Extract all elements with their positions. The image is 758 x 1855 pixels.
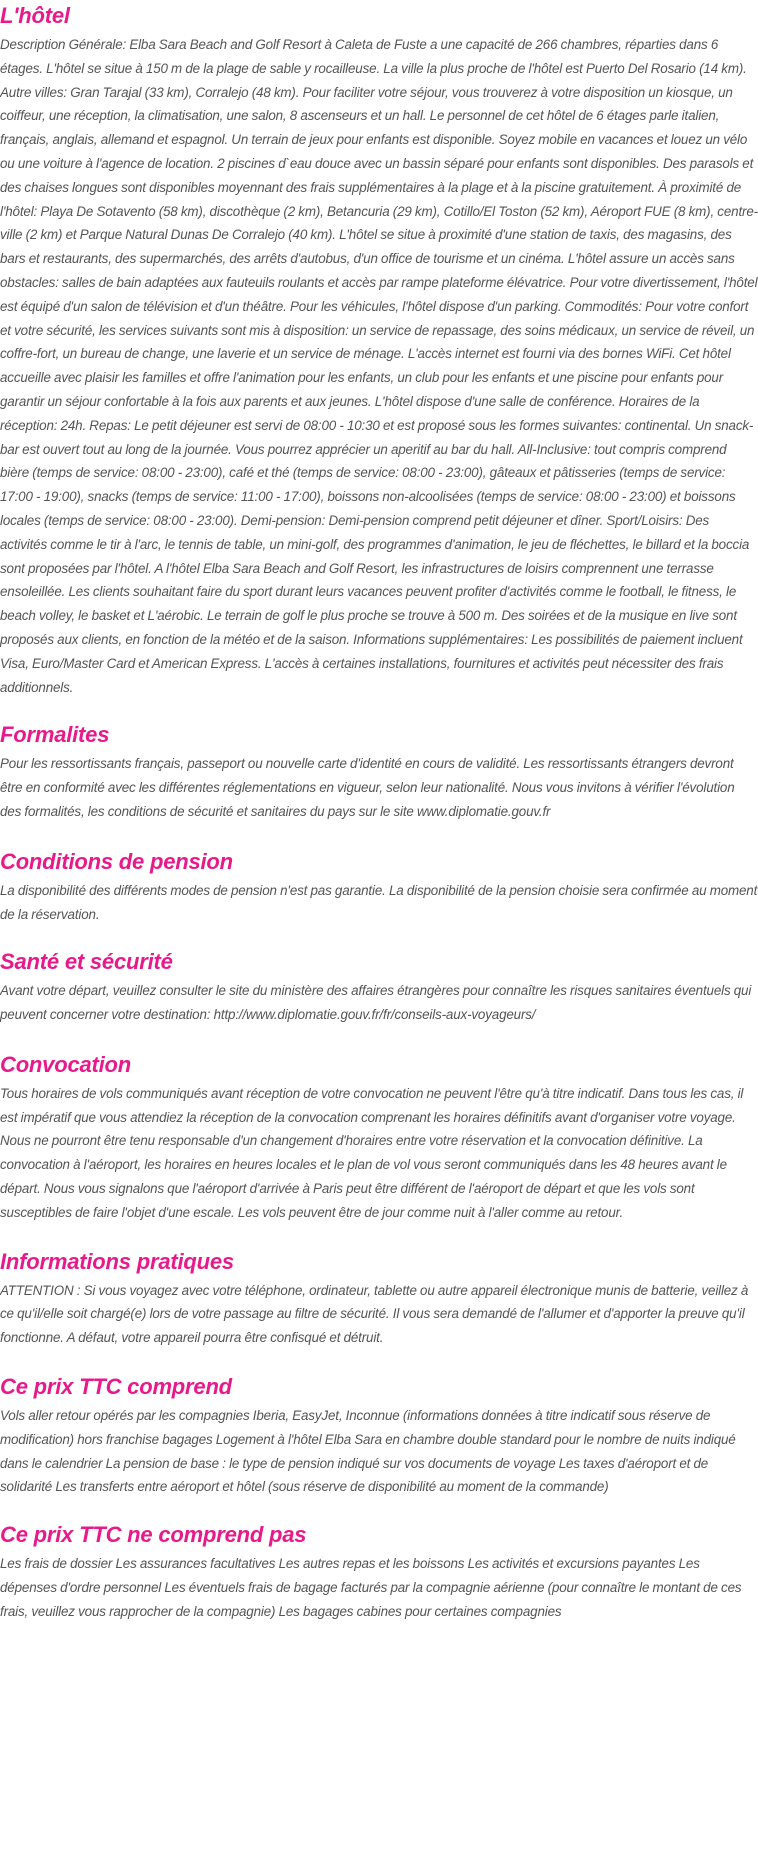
section-body-prix-comprend: Vols aller retour opérés par les compagnies Iberia, EasyJet, Inconnue (informations données à titre indicatif sous réserve de modification) hors franchise bagages Logement à l'hôtel Elba Sara en chambre double standard pour le nombre de nuits indiqué dans le calendrier La pension de base : le type de pension indiqué sur vos documents de voyage Les taxes d'aéroport et de solidarité Les transferts entre aéroport et hôtel (sous réserve de disponibilité au moment de la commande)	[0, 1408, 736, 1495]
section-body-formalites: Pour les ressortissants français, passeport ou nouvelle carte d'identité en cours de validité. Les ressortissants étrangers devront être en conformité avec les différentes réglementations en vigueur, selon leur nationalité. Nous vous invitons à vérifier l'évolution des formalités, les conditions de sécurité et sanitaires du pays sur le site www.diplomatie.gouv.fr	[0, 756, 735, 819]
section-prix-ne-comprend-pas	[0, 1519, 758, 1623]
section-title-hotel: L'hôtel	[0, 3, 70, 28]
section-body-conditions-pension: La disponibilité des différents modes de pension n'est pas garantie. La disponibilité de la pension choisie sera confirmée au moment de la réservation.	[0, 882, 758, 922]
section-title-sante-securite: Santé et sécurité	[0, 949, 173, 975]
section-hotel	[0, 0, 758, 699]
section-title-prix-comprend: Ce prix TTC comprend	[0, 1374, 232, 1400]
section-title-informations-pratiques: Informations pratiques	[0, 1248, 234, 1274]
section-informations-pratiques	[0, 1246, 758, 1350]
section-title-formalites: Formalites	[0, 722, 110, 748]
section-body-convocation: Tous horaires de vols communiqués avant réception de votre convocation ne peuvent l'être qu'à titre indicatif. Dans tous les cas, il est impératif que vous attendiez la réception de la convocation comprenant les horaires définitifs avant d'organiser votre voyage. Nous ne pourront être tenu responsable d'un changement d'horaires entre votre réservation et la convocation définitive. La convocation à l'aéroport, les horaires en heures locales et le plan de vol vous seront communiqués dans les 48 heures avant le départ. Nous vous signalons que l'aéroport d'arrivée à Paris peut être différent de l'aéroport de départ et que les vols sont susceptibles de faire l'objet d'une escale. Les vols peuvent être de jour comme nuit à l'aller comme au retour.	[0, 1085, 744, 1220]
section-body-hotel: Description Générale: Elba Sara Beach and Golf Resort à Caleta de Fuste a une capacité de 266 chambres, réparties dans 6 étages. L'hôtel se situe à 150 m de la plage de sable y rocailleuse. La ville la plus proche de l'hôtel est Puerto Del Rosario (14 km). Autre villes: Gran Tarajal (33 km), Corralejo (48 km). Pour faciliter votre séjour, vous trouverez à votre disposition un kiosque, un coiffeur, une réception, la climatisation, une salon, 8 ascenseurs et un hall. Le personnel de cet hôtel de 6 étages parle italien, français, anglais, allemand et espagnol. Un terrain de jeux pour enfants est disponible. Soyez mobile en vacances et louez un vélo ou une voiture à l'agence de location. 2 piscines d`eau douce avec un bassin séparé pour enfants sont disponibles. Des parasols et des chaises longues sont disponibles moyennant des frais supplémentaires à la plage et à la piscine gratuitement. À proximité de l'hôtel: Playa De Sotavento (58 km), discothèque (2 km), Betancuria (29 km), Cotillo/El Toston (52 km), Aéroport FUE (8 km), centre-ville (2 km) et Parque Natural Dunas De Corralejo (40 km). L'hôtel se situe à proximité d'une station de taxis, des magasins, des bars et restaurants, des supermarchés, des arrêts d'autobus, d'un office de tourisme et un cinéma. L'hôtel assure un accès sans obstacles: salles de bain adaptées aux fauteuils roulants et accès par rampe plateforme élévatrice. Pour votre divertissement, l'hôtel est équipé d'un salon de télévision et d'un théâtre. Pour les véhicules, l'hôtel dispose d'un parking. Commodités: Pour votre confort et votre sécurité, les services suivants sont mis à disposition: un service de repassage, des soins médicaux, un service de réveil, un coffre-fort, un bureau de change, une laverie et un service de ménage. L'accès internet est fourni via des bornes WiFi. Cet hôtel accueille avec plaisir les familles et offre l'animation pour les enfants, un club pour les enfants et une piscine pour enfants pour garantir un séjour confortable à la fois aux parents et aux jeunes. L'hôtel dispose d'une salle de conférence. Horaires de la réception: 24h. Repas: Le petit déjeuner est servi de 08:00 - 10:30 et est proposé sous les formes suivantes: continental. Un snack-bar est ouvert tout au long de la journée. Vous pourrez apprécier un aperitif au bar du hall. All-Inclusive: tout compris comprend bière (temps de service: 08:00 - 23:00), café et thé (temps de service: 08:00 - 23:00), gâteaux et pâtisseries (temps de service: 17:00 - 19:00), snacks (temps de service: 11:00 - 17:00), boissons non-alcoolisées (temps de service: 08:00 - 23:00) et boissons locales (temps de service: 08:00 - 23:00). Demi-pension: Demi-pension comprend petit déjeuner et dîner. Sport/Loisirs: Des activités comme le tir à l'arc, le tennis de table, un mini-golf, des programmes d'animation, le jeu de fléchettes, le billard et la boccia sont proposées par l'hôtel. A l'hôtel Elba Sara Beach and Golf Resort, les infrastructures de loisirs comprennent une terrasse ensoleillée. Les clients souhaitant faire du sport durant leurs vacances peuvent profiter d'activités comme le football, le fitness, le beach volley, le basket et L'aérobic. Le terrain de golf le plus proche se trouve à 500 m. Des soirées et de la musique en live sont proposés aux clients, en fonction de la météo et de la saison. Informations supplémentaires: Les possibilités de paiement incluent Visa, Euro/Master Card et American Express. L'accès à certaines installations, fournitures et activités peut nécessiter des frais additionnels.	[0, 37, 758, 695]
section-formalites	[0, 719, 758, 823]
section-body-prix-ne-comprend-pas: Les frais de dossier Les assurances facultatives Les autres repas et les boissons Les activités et excursions payantes Les dépenses d'ordre personnel Les éventuels frais de bagage facturés par la compagnie aérienne (pour connaître le montant de ces frais, veuillez vous rapprocher de la compagnie) Les bagages cabines pour certaines compagnies	[0, 1556, 742, 1619]
section-body-informations-pratiques: ATTENTION : Si vous voyagez avec votre téléphone, ordinateur, tablette ou autre appareil électronique munis de batterie, veillez à ce qu'il/elle soit chargé(e) lors de votre passage au filtre de sécurité. Il vous sera demandé de l'allumer et d'apporter la preuve qu'il fonctionne. A défaut, votre appareil pourra être confisqué et détruit.	[0, 1282, 749, 1346]
section-title-prix-ne-comprend-pas: Ce prix TTC ne comprend pas	[0, 1522, 307, 1548]
section-conditions-pension	[0, 846, 758, 927]
section-title-conditions-pension: Conditions de pension	[0, 848, 233, 874]
section-convocation	[0, 1049, 758, 1225]
section-sante-securite	[0, 946, 758, 1027]
section-body-sante-securite: Avant votre départ, veuillez consulter le site du ministère des affaires étrangères pour connaître les risques sanitaires éventuels qui peuvent concerner votre destination: http://www.diplomatie.gouv.fr/fr/conseils-aux-voyageurs/	[0, 983, 752, 1023]
section-prix-comprend	[0, 1371, 758, 1499]
section-title-convocation: Convocation	[0, 1051, 132, 1077]
